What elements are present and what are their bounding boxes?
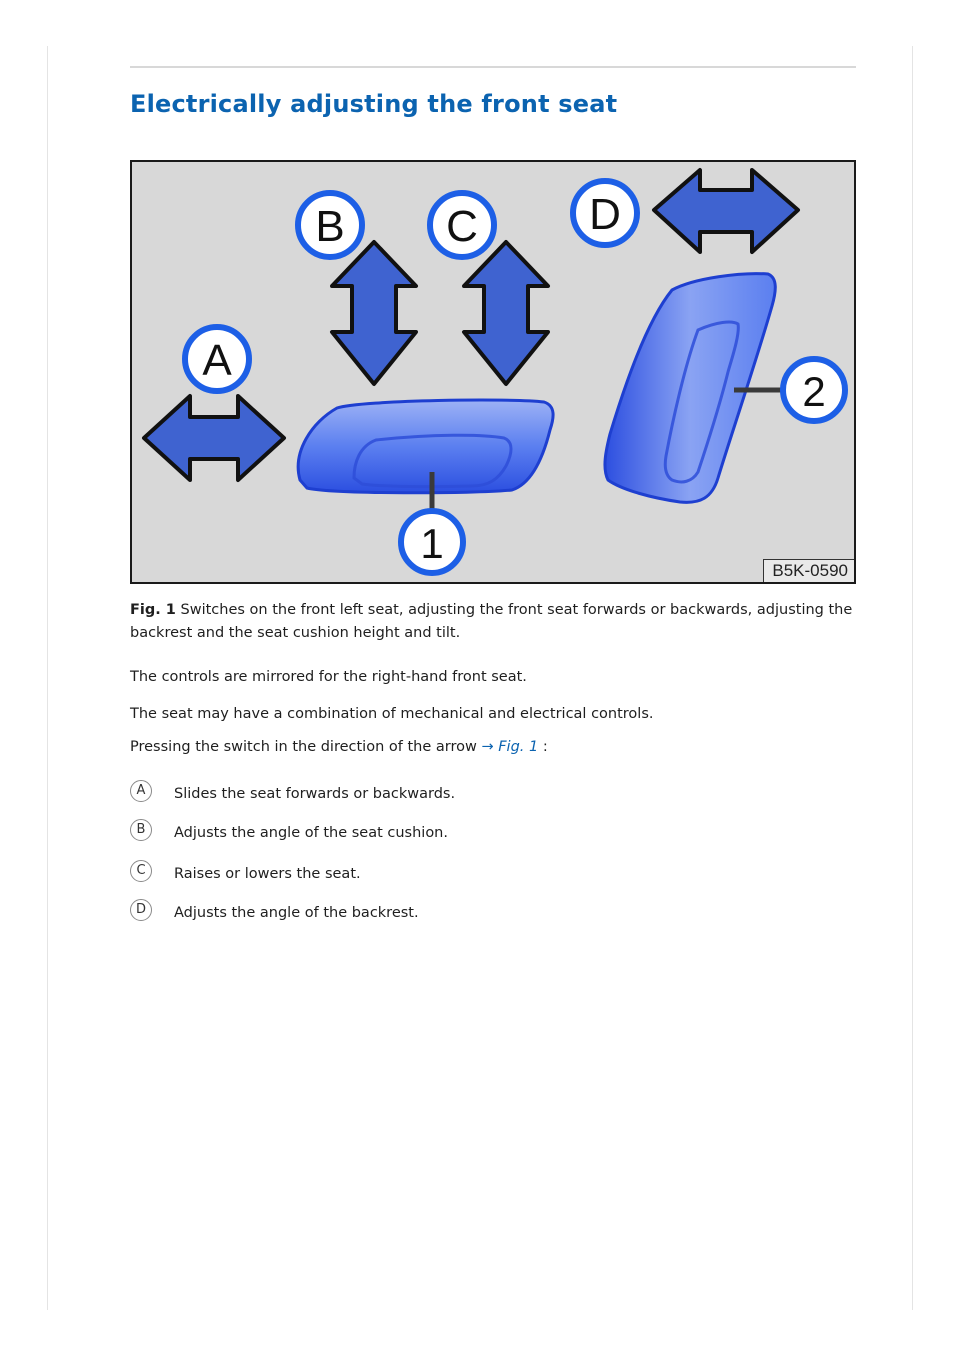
item-d-text: Adjusts the angle of the backrest. [174, 905, 419, 921]
badge-d: D [130, 899, 152, 921]
figure-reference-link[interactable]: Fig. 1 [498, 739, 539, 755]
arrow-right-icon: → [481, 739, 494, 755]
figure-seat-switches [130, 160, 856, 584]
figure-caption-label: Fig. 1 [130, 602, 176, 618]
figure-code: B5K-0590 [763, 559, 854, 582]
page-border-right [912, 46, 913, 1310]
seat-cushion-switch [298, 400, 553, 493]
svg-text:D: D [589, 190, 621, 239]
label-1-circle [401, 511, 463, 573]
figure-caption [130, 599, 860, 645]
item-c-text: Raises or lowers the seat. [174, 866, 361, 882]
paragraph-combination: The seat may have a combination of mechanical and electrical controls. [130, 706, 654, 722]
svg-text:1: 1 [420, 520, 444, 567]
arrow-d-horizontal [654, 170, 798, 252]
page-title: Electrically adjusting the front seat [130, 90, 618, 118]
label-2-circle [783, 359, 845, 421]
badge-c: C [130, 860, 152, 882]
arrow-a-horizontal [144, 396, 284, 480]
seat-switch-illustration [132, 162, 854, 582]
item-a-text: Slides the seat forwards or backwards. [174, 786, 456, 802]
arrow-b-vertical [332, 242, 416, 384]
page-border-left [47, 46, 48, 1310]
svg-text:B: B [315, 202, 345, 251]
badge-b: B [130, 819, 152, 841]
paragraph-pressing [130, 737, 548, 757]
svg-text:A: A [202, 336, 232, 385]
pressing-colon: : [542, 739, 548, 755]
badge-a: A [130, 780, 152, 802]
paragraph-mirrored: The controls are mirrored for the right-hand front seat. [130, 669, 527, 685]
top-rule [130, 66, 856, 68]
label-a-circle [185, 327, 249, 391]
svg-text:2: 2 [802, 368, 826, 415]
label-d-circle [573, 181, 637, 245]
label-c-circle [430, 193, 494, 257]
pressing-text: Pressing the switch in the direction of the arrow [130, 739, 477, 755]
figure-caption-text: Switches on the front left seat, adjusting the front seat forwards or backwards, adjusting the backrest and the seat cushion height and tilt. [130, 602, 853, 641]
label-b-circle [298, 193, 362, 257]
arrow-c-vertical [464, 242, 548, 384]
svg-text:C: C [446, 202, 478, 251]
item-b-text: Adjusts the angle of the seat cushion. [174, 825, 448, 841]
